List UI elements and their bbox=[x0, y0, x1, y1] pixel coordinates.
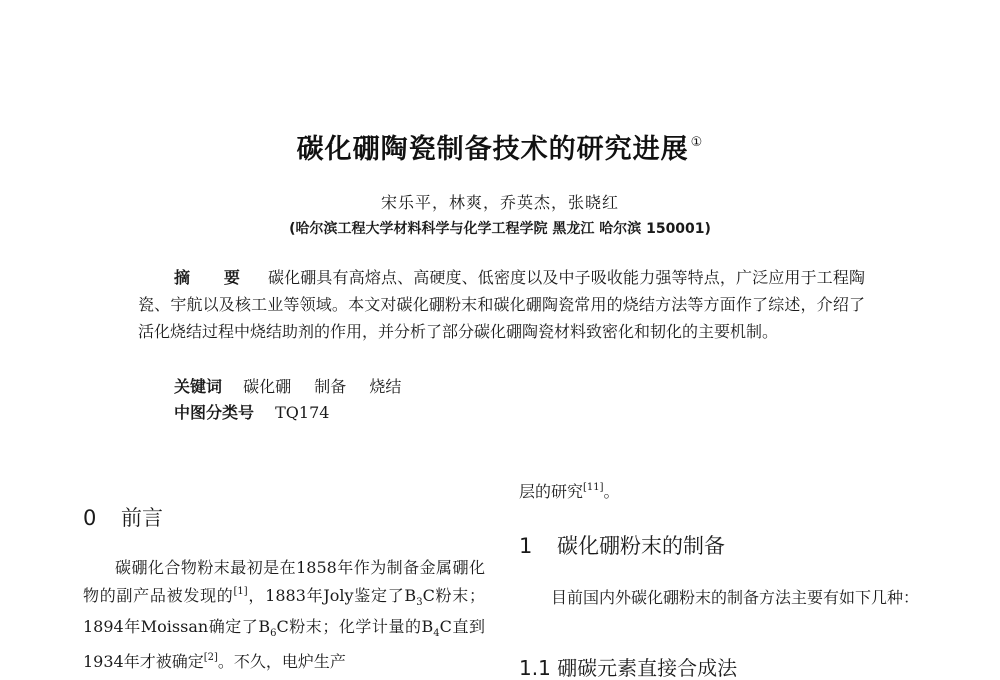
section-number: 1 bbox=[519, 534, 533, 558]
classification-line bbox=[174, 400, 347, 423]
section-number: 0 bbox=[83, 506, 97, 530]
section-1-paragraph: 目前国内外碳化硼粉末的制备方法主要有如下几种： bbox=[551, 588, 920, 607]
paper-title bbox=[0, 127, 1000, 166]
citation: [1] bbox=[233, 586, 248, 597]
abstract-text: 碳化硼具有高熔点、高硬度、低密度以及中子吸收能力强等特点，广泛应用于工程陶瓷、宇航以及核工业等领域。本文对碳化硼粉末和碳化硼陶瓷常用的烧结方法等方面作了综述，介绍了活化烧结过程中烧结助剂的作用，并分析了部分碳化硼陶瓷材料致密化和韧化的主要机制。 bbox=[138, 268, 865, 341]
continued-paragraph bbox=[519, 476, 921, 504]
citation: [2] bbox=[203, 652, 218, 664]
text-run: C粉末；1894年Moissan确定了B bbox=[83, 586, 485, 637]
keywords-label: 关键词 bbox=[174, 377, 223, 396]
classification-value: TQ174 bbox=[275, 403, 330, 422]
abstract bbox=[138, 264, 865, 345]
title-text: 碳化硼陶瓷制备技术的研究进展 bbox=[296, 134, 689, 165]
text-run: C粉末；化学计量的B bbox=[276, 617, 434, 637]
section-title: 前言 bbox=[121, 506, 163, 530]
section-title: 碳化硼粉末的制备 bbox=[557, 534, 725, 558]
keyword: 烧结 bbox=[369, 377, 402, 396]
right-column bbox=[519, 476, 921, 680]
keyword: 碳化硼 bbox=[243, 377, 292, 396]
classification-label: 中图分类号 bbox=[174, 403, 255, 422]
keywords-line bbox=[174, 374, 419, 397]
text-run: 层的研究 bbox=[519, 482, 584, 501]
title-footnote-marker: ① bbox=[690, 135, 704, 150]
keyword: 制备 bbox=[314, 377, 347, 396]
intro-paragraph: 碳硼化合物粉末最初是在1858年作为制备金属硼化物的副产品被发现的[1]，1883年Joly鉴定了$B_3C$粉末；1894年Moissan确定了$B_6C$粉末；化学计量的$B_4C$直到1934年才被确定[2]。不久，电炉生产 bbox=[83, 558, 485, 672]
text-run: 碳硼化合物粉末最初是在1858年作为制备金属硼化物的副产品被发现的 bbox=[83, 558, 485, 605]
affiliation: (哈尔滨工程大学材料科学与化学工程学院 黑龙江 哈尔滨 150001) bbox=[289, 221, 711, 237]
text-run: 。 bbox=[603, 482, 620, 501]
section-1-heading bbox=[519, 528, 921, 564]
text-run: C直到1934年才被确定 bbox=[83, 617, 485, 672]
left-column bbox=[83, 500, 485, 674]
text-run: ，1883年Joly鉴定了B bbox=[247, 586, 417, 605]
citation: [11] bbox=[583, 482, 604, 493]
subsection-1-1-heading: 1.1 硼碳元素直接合成法 bbox=[519, 656, 738, 680]
section-0-heading bbox=[83, 500, 485, 536]
abstract-label: 摘 要 bbox=[174, 268, 254, 287]
text-run: 。不久，电炉生产 bbox=[217, 652, 346, 672]
authors: 宋乐平，林爽，乔英杰，张晓红 bbox=[380, 193, 619, 212]
